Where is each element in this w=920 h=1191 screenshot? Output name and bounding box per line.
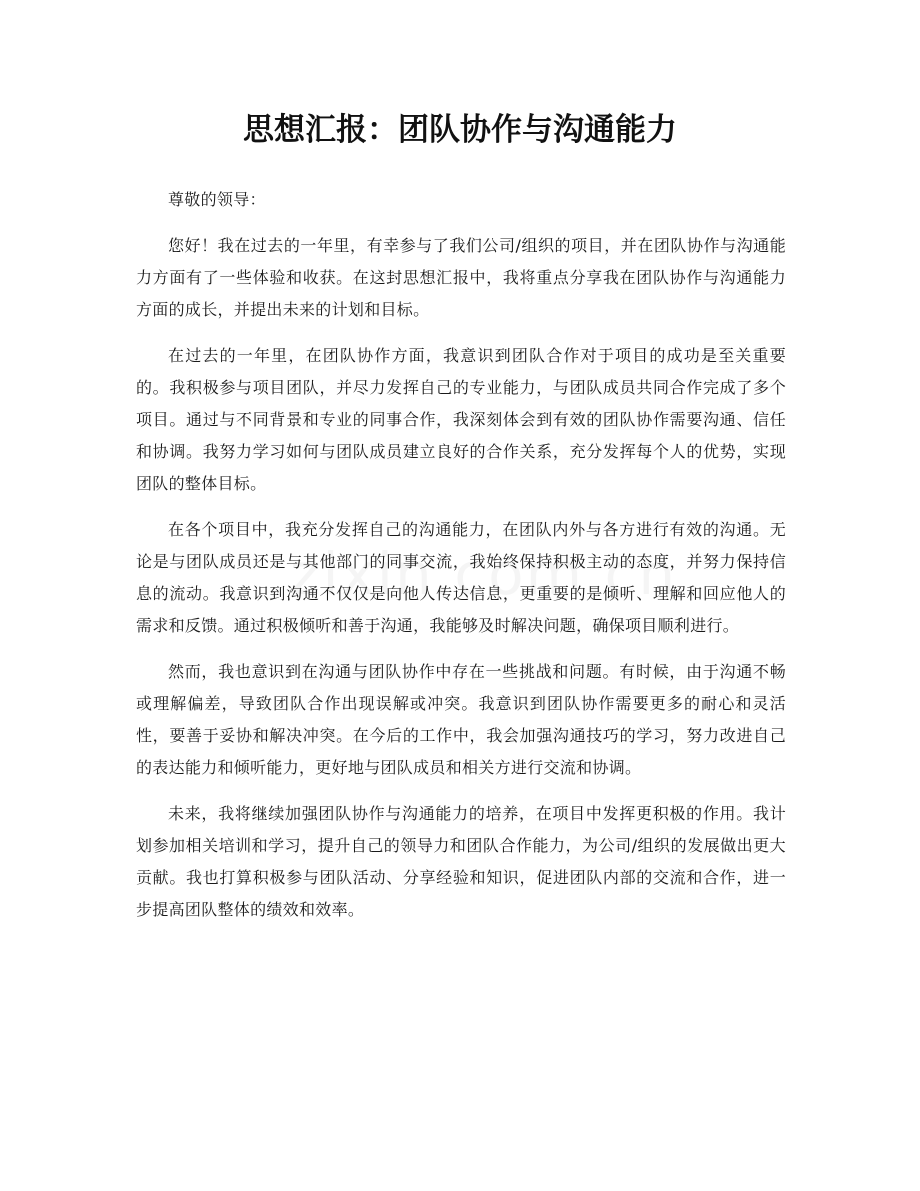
- document-title: 思想汇报：团队协作与沟通能力: [243, 112, 677, 148]
- paragraph-5: 未来，我将继续加强团队协作与沟通能力的培养，在项目中发挥更积极的作用。我计划参加相关培训和学习，提升自己的领导力和团队合作能力，为公司/组织的发展做出更大贡献。我也打算积极参与团队活动、分享经验和知识，促进团队内部的交流和合作，进一步提高团队整体的绩效和效率。: [136, 804, 786, 919]
- paragraph-1: 您好！我在过去的一年里，有幸参与了我们公司/组织的项目，并在团队协作与沟通能力方面有了一些体验和收获。在这封思想汇报中，我将重点分享我在团队协作与沟通能力方面的成长，并提出未来的计划和目标。: [136, 236, 786, 319]
- paragraph-2: 在过去的一年里，在团队协作方面，我意识到团队合作对于项目的成功是至关重要的。我积极参与项目团队，并尽力发挥自己的专业能力，与团队成员共同合作完成了多个项目。通过与不同背景和专业的同事合作，我深刻体会到有效的团队协作需要沟通、信任和协调。我努力学习如何与团队成员建立良好的合作关系，充分发挥每个人的优势，实现团队的整体目标。: [136, 346, 786, 493]
- paragraph-4: 然而，我也意识到在沟通与团队协作中存在一些挑战和问题。有时候，由于沟通不畅或理解偏差，导致团队合作出现误解或冲突。我意识到团队协作需要更多的耐心和灵活性，要善于妥协和解决冲突。在今后的工作中，我会加强沟通技巧的学习，努力改进自己的表达能力和倾听能力，更好地与团队成员和相关方进行交流和协调。: [136, 662, 786, 777]
- paragraph-3: 在各个项目中，我充分发挥自己的沟通能力，在团队内外与各方进行有效的沟通。无论是与团队成员还是与其他部门的同事交流，我始终保持积极主动的态度，并努力保持信息的流动。我意识到沟通不仅仅是向他人传达信息，更重要的是倾听、理解和回应他人的需求和反馈。通过积极倾听和善于沟通，我能够及时解决问题，确保项目顺利进行。: [136, 520, 786, 635]
- salutation: 尊敬的领导：: [168, 190, 266, 209]
- document-body: [136, 184, 786, 940]
